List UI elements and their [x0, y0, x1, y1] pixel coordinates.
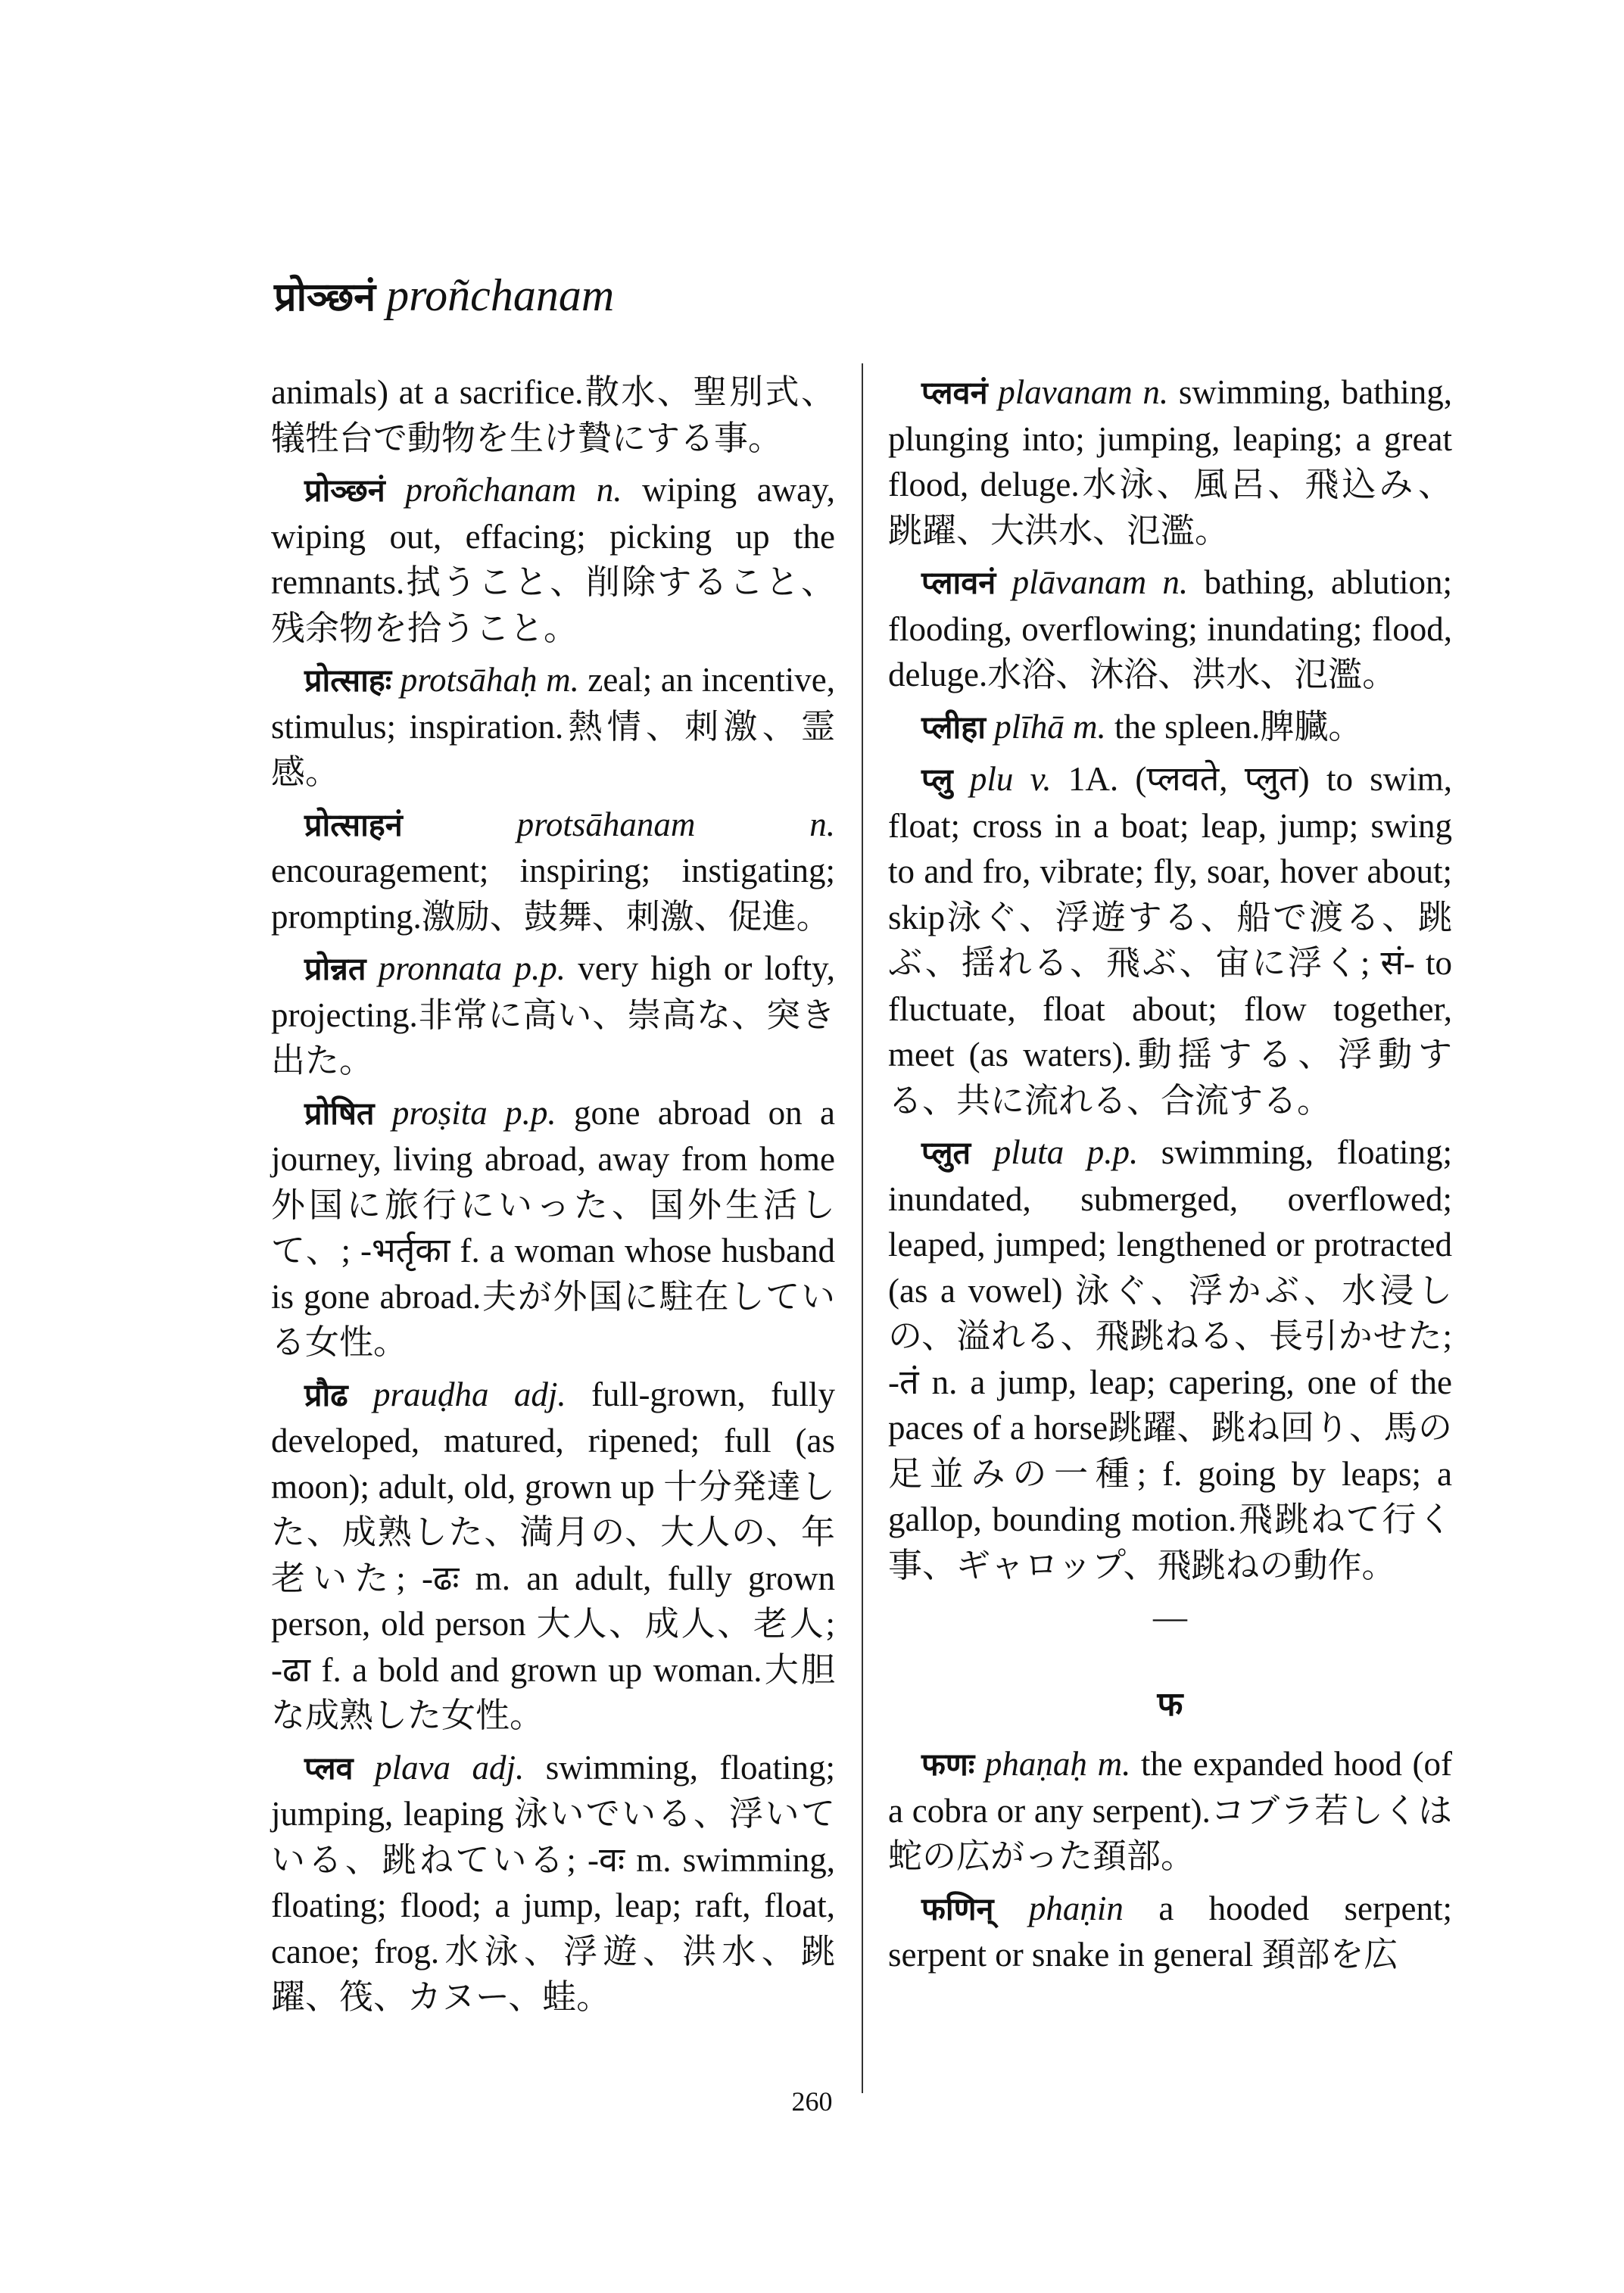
running-head — [274, 270, 615, 320]
entry-headword-devanagari: प्लुत — [921, 1135, 971, 1171]
entry-headword-devanagari: प्रोत्साहनं — [304, 806, 403, 843]
entry-headword-devanagari: प्रोत्साहः — [304, 662, 392, 699]
dictionary-entry — [271, 657, 835, 796]
entry-definition: full-grown, fully developed, matured, ripened; full (as moon); adult, old, grown up 十分発達した、成熟した、満月の、大人の、年老いた; -ढः m. an adult, fully grown person, old person 大人、成人、老人; -ढा f. a bold and grown up woman.大胆な成熟した女性。 — [271, 1375, 836, 1734]
entry-headword-latin: prauḍha adj. — [372, 1375, 566, 1413]
entry-headword-devanagari: प्रोषित — [304, 1095, 375, 1132]
entry-headword-latin: proṣita p.p. — [391, 1093, 556, 1132]
entry-headword-latin: phaṇin — [1028, 1889, 1124, 1927]
entry-definition: the spleen.脾臓。 — [1105, 707, 1363, 746]
entry-headword-latin: plāvanam n. — [1011, 563, 1189, 601]
dictionary-entry — [888, 704, 1452, 751]
entry-headword-latin: protsāhaḥ m. — [400, 661, 579, 699]
dictionary-entry — [888, 1886, 1452, 1978]
dictionary-entry — [888, 369, 1452, 553]
entry-definition: a hooded serpent; serpent or snake in general 頚部を広 — [888, 1889, 1452, 1974]
dictionary-entry — [888, 756, 1452, 1123]
section-letter-heading: फ — [1157, 1685, 1183, 1724]
dictionary-entry — [271, 1372, 835, 1739]
entry-headword-latin: phaṇaḥ m. — [984, 1745, 1131, 1783]
entry-headword-latin: plavanam n. — [998, 373, 1169, 411]
entry-headword-devanagari: प्रोञ्छनं — [304, 472, 385, 509]
entry-definition: encouragement; inspiring; instigating; prompting.激励、鼓舞、刺激、促進。 — [271, 852, 835, 936]
entry-definition: animals) at a sacrifice.散水、聖別式、犠牲台で動物を生け贄にする事。 — [271, 373, 835, 457]
entry-definition: very high or lofty, projecting.非常に高い、崇高な、突き出た。 — [271, 949, 836, 1080]
entry-headword-devanagari: प्रोन्नत — [304, 951, 366, 987]
entry-headword-latin: pluta p.p. — [993, 1133, 1139, 1171]
running-head-latin: proñchanam — [386, 270, 615, 320]
dictionary-entry — [271, 1090, 835, 1366]
entry-definition: the expanded hood (of a cobra or any serpent).コブラ若しくは蛇の広がった頚部。 — [888, 1745, 1453, 1875]
dictionary-entry — [271, 946, 835, 1084]
entry-headword-devanagari: फणः — [921, 1746, 975, 1783]
dictionary-entry — [271, 802, 835, 940]
dictionary-entry — [271, 369, 835, 461]
entry-definition: swimming, bathing, plunging into; jumping, leaping; a great flood, deluge.水泳、風呂、飛込み、跳躍、大洪水、氾濫。 — [888, 373, 1452, 550]
dictionary-entry — [271, 1745, 835, 2020]
entry-headword-latin: proñchanam n. — [405, 471, 622, 509]
dictionary-entry — [888, 1129, 1452, 1588]
entry-definition: 1A. (प्लवते, प्लुत) to swim, float; cross in a boat; leap, jump; swing to and fro, vibrate; fly, soar, hover about; skip泳ぐ、浮遊する、船で渡る、跳ぶ、揺れる、飛ぶ、宙に浮く; सं- to fluctuate, float about; flow together, meet (as waters).動揺する、浮動する、共に流れる、合流する。 — [888, 760, 1453, 1120]
entry-headword-latin: plīhā m. — [994, 707, 1106, 746]
entry-definition: zeal; an incentive, stimulus; inspiration.熱情、刺激、霊感。 — [271, 661, 835, 791]
entry-definition: swimming, floating; jumping, leaping 泳いでいる、浮いている、跳ねている; -वः m. swimming, floating; flood; a jump, leap; raft, float, canoe; frog.水泳、浮遊、洪水、跳躍、筏、カヌー、蛙。 — [271, 1748, 835, 2016]
entry-definition: gone abroad on a journey, living abroad, away from home 外国に旅行にいった、国外生活して、; -भर्तृका f. a woman whose husband is gone abroad.夫が外国に駐在している女性。 — [271, 1093, 835, 1361]
right-column — [888, 369, 1452, 1984]
entry-definition: bathing, ablution; flooding, overflowing; inundating; flood, deluge.水浴、沐浴、洪水、氾濫。 — [888, 563, 1452, 693]
dictionary-entry — [271, 467, 835, 651]
entry-definition: wiping away, wiping out, effacing; picking up the remnants.拭うこと、削除すること、残余物を拾うこと。 — [271, 471, 835, 647]
entry-headword-latin: pronnata p.p. — [378, 949, 566, 987]
section-separator: — — [1153, 1598, 1187, 1636]
entry-headword-devanagari: प्लीहा — [921, 709, 986, 746]
left-column — [271, 369, 835, 2027]
dictionary-entry — [888, 559, 1452, 698]
dictionary-entry — [888, 1741, 1452, 1880]
entry-headword-devanagari: फणिन् — [921, 1890, 994, 1927]
entry-headword-latin: plava adj. — [375, 1748, 525, 1787]
entry-headword-devanagari: प्लु — [921, 762, 953, 798]
running-head-devanagari: प्रोञ्छनं — [274, 275, 376, 320]
entry-headword-latin: protsāhanam n. — [516, 805, 835, 843]
entry-headword-latin: plu v. — [969, 760, 1052, 798]
entry-headword-devanagari: प्लवनं — [921, 375, 988, 411]
entry-headword-devanagari: प्लव — [304, 1749, 354, 1787]
page-number: 260 — [791, 2086, 833, 2117]
entry-headword-devanagari: प्रौढ — [304, 1376, 348, 1413]
entry-definition: swimming, floating; inundated, submerged, overflowed; leaped, jumped; lengthened or protracted (as a vowel) 泳ぐ、浮かぶ、水浸しの、溢れる、飛跳ねる、長引かせた; -तं n. a jump, leap; capering, one of the paces of a horse跳躍、跳ね回り、馬の足並みの一種; f. going by leaps; a gallop, bounding motion.飛跳ねて行く事、ギャロップ、飛跳ねの動作。 — [888, 1133, 1452, 1584]
entry-headword-devanagari: प्लावनं — [921, 565, 996, 601]
column-divider — [862, 363, 863, 2093]
